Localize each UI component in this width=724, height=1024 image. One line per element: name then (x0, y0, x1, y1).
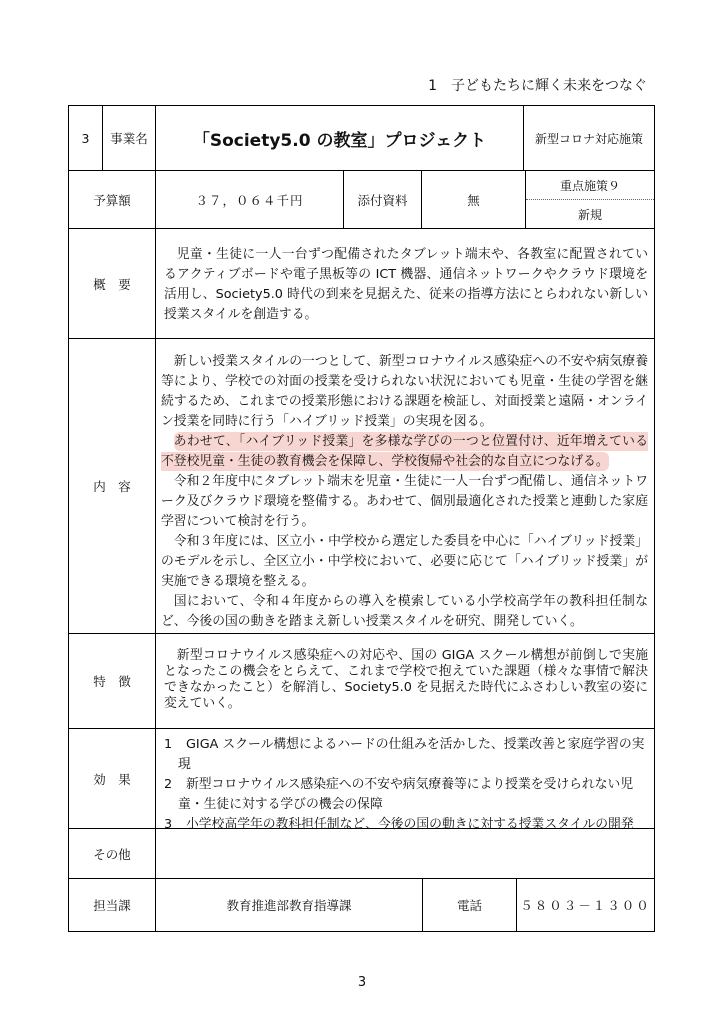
attachment-value: 無 (422, 171, 526, 228)
phone-number: ５８０３－１３００ (520, 898, 651, 913)
effects-label: 効 果 (69, 729, 156, 828)
department-label: 担当課 (69, 879, 156, 931)
content-paragraph: 国において、令和４年度からの導入を模索している小学校高学年の教科担任制など、今後の国の動きを踏まえ新しい授業スタイルを研究、開発していく。 (161, 594, 648, 629)
project-table (68, 105, 655, 932)
effects-row (69, 729, 654, 832)
content-paragraph: 令和２年度中にタブレット端末を児童・生徒に一人一台ずつ配備し、通信ネットワーク及びクラウド環境を整備する。あわせて、個別最適化された授業と連動した家庭学習について検討を行う。 (161, 474, 648, 529)
content-paragraph: 令和３年度には、区立小・中学校から選定した委員を中心に「ハイブリッド授業」のモデルを示し、全区立小・中学校において、必要に応じて「ハイブリッド授業」が実施できる環境を整える。 (161, 534, 648, 589)
other-row (69, 829, 654, 879)
budget-label: 予算額 (69, 171, 156, 228)
overview-label: 概 要 (69, 229, 156, 338)
effect-item-continued: 現 (178, 757, 191, 772)
priority-measure: 重点施策９ (526, 171, 654, 200)
feature-label: 特 徴 (69, 634, 156, 728)
feature-row (69, 634, 654, 729)
effect-item-continued: 童・生徒に対する学びの機会の保障 (178, 797, 383, 812)
contact-row (69, 879, 654, 931)
effect-item: 1 GIGA スクール構想によるハードの仕組みを活かした、授業改善と家庭学習の実 (164, 737, 645, 752)
project-name-row (69, 106, 654, 171)
budget-row (69, 171, 654, 229)
project-status: 新規 (577, 207, 602, 222)
other-label: その他 (69, 829, 156, 878)
content-label: 内 容 (69, 339, 156, 633)
content-paragraph: 新しい授業スタイルの一つとして、新型コロナウイルス感染症への不安や病気療養等により、学校での対面の授業を受けられない状況においても児童・生徒の学習を継続するため、これまでの授業形態における課題を検証し、対面授業と遠隔・オンライン授業を同時に行う「ハイブリッド授業」の実現を図る。 (161, 354, 648, 429)
feature-text: 新型コロナウイルス感染症への対応や、国の GIGA スクール構想が前倒しで実施となったこの機会をとらえて、これまで学校で抱えていた課題（様々な事情で解決できなかったこと）を解消し、Society5.0 を見据えた時代にふさわしい教室の姿に変えていく。 (164, 648, 648, 711)
budget-value: ３７，０６４千円 (156, 171, 344, 228)
chapter-number: 1 (428, 78, 437, 94)
priority-cell (526, 171, 654, 228)
effect-item: 2 新型コロナウイルス感染症への不安や病気療養等により授業を受けられない児 (164, 777, 634, 792)
effect-item: 3 小学校高学年の教科担任制など、今後の国の動きに対する授業スタイルの開発 (164, 817, 634, 832)
project-title: 「Society5.0 の教室」プロジェクト (156, 106, 524, 170)
attachment-label: 添付資料 (344, 171, 422, 228)
chapter-heading (428, 75, 647, 95)
highlighted-paragraph: あわせて、「ハイブリッド授業」を多様な学びの一つと位置付け、近年増えている不登校児童・生徒の教育機会を保障し、学校復帰や社会的な自立につなげる。 (161, 434, 648, 469)
department-name: 教育推進部教育指導課 (156, 879, 423, 931)
project-number: 3 (69, 106, 103, 170)
overview-row (69, 229, 654, 339)
project-name-label: 事業名 (103, 106, 156, 170)
policy-tag: 新型コロナ対応施策 (534, 131, 643, 146)
content-row (69, 339, 654, 634)
chapter-title: 子どもたちに輝く未来をつなぐ (451, 78, 647, 94)
overview-text: 児童・生徒に一人一台ずつ配備されたタブレット端末や、各教室に配置されているアクティブボードや電子黒板等の ICT 機器、通信ネットワークやクラウド環境を活用し、Society5.0 時代の到来を見据えた、従来の指導方法にとらわれない新しい授業スタイルを創造する。 (164, 247, 648, 322)
phone-label: 電話 (423, 879, 517, 931)
page-number: 3 (357, 975, 367, 990)
other-text (156, 829, 654, 878)
